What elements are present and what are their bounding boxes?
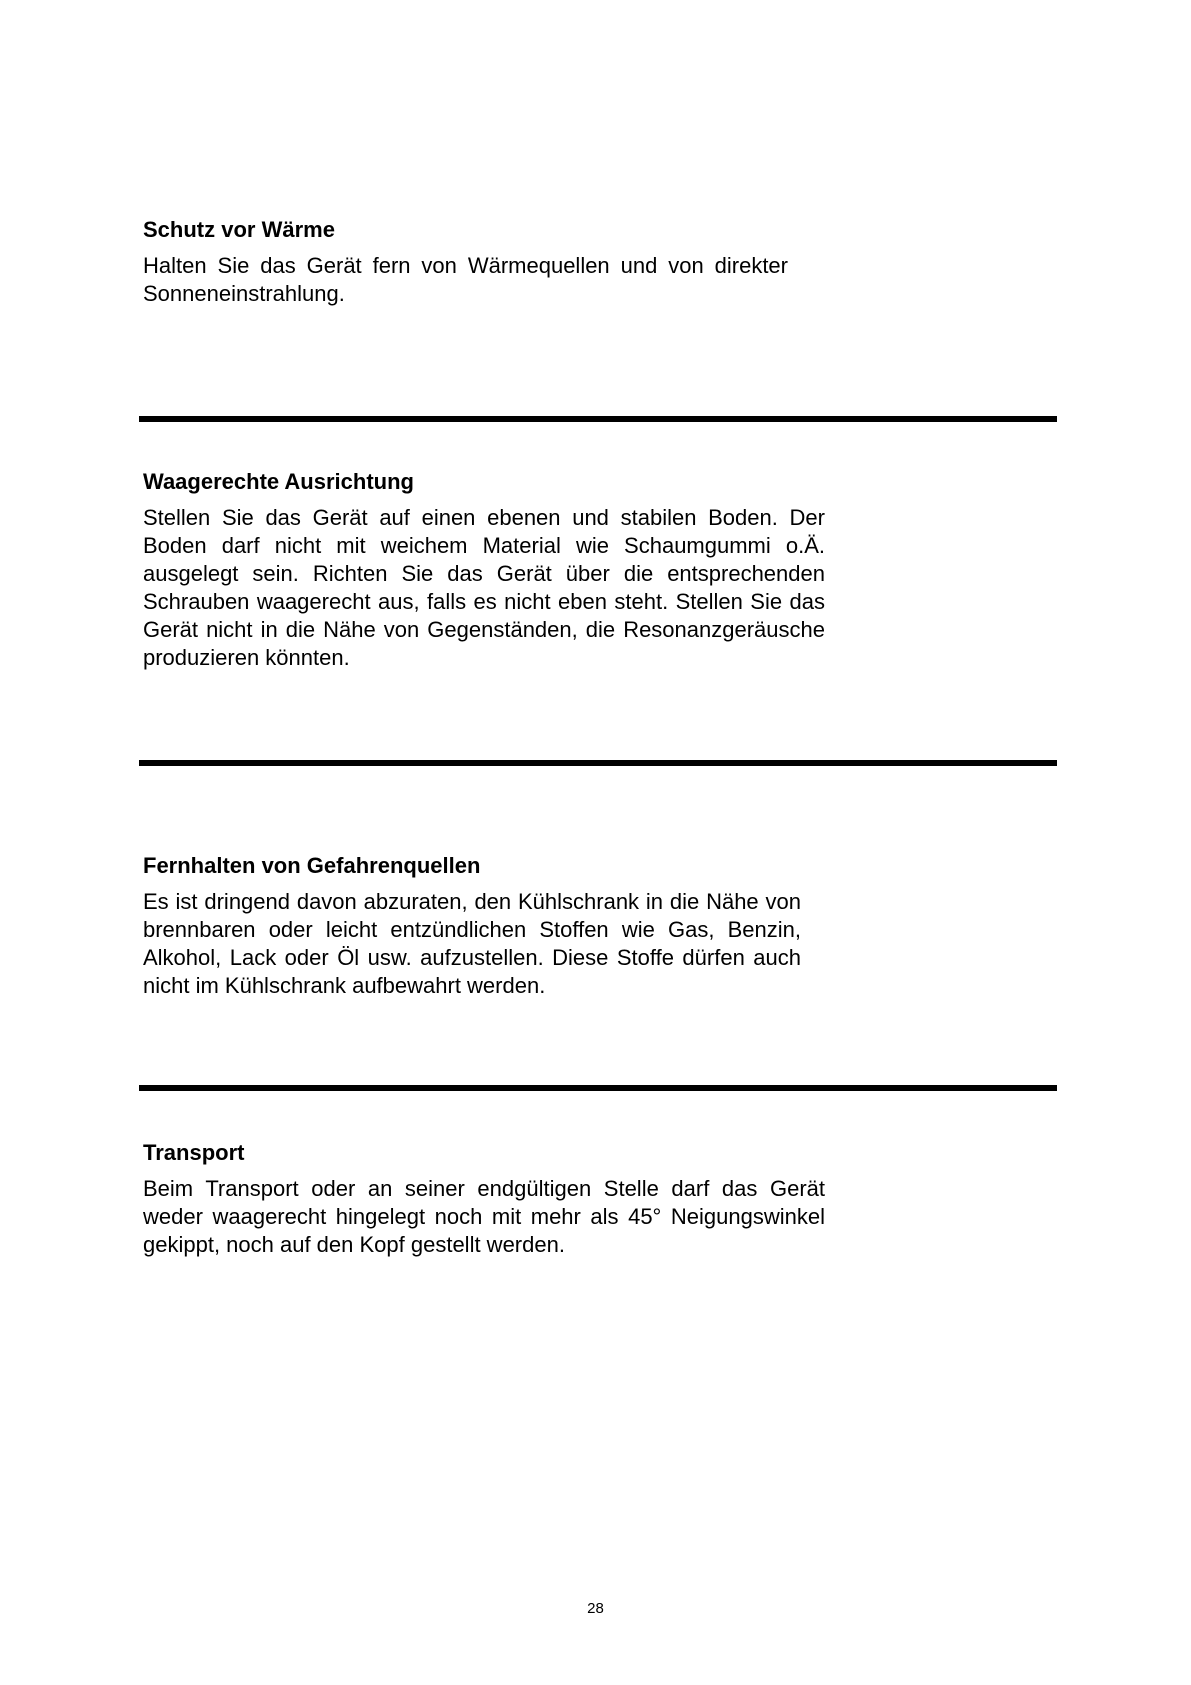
section-divider: [139, 760, 1057, 766]
section-divider: [139, 1085, 1057, 1091]
section-leveling: [143, 468, 825, 672]
section-body: Halten Sie das Gerät fern von Wärmequellen und von direkter Sonneneinstrahlung.: [143, 253, 788, 306]
section-divider: [139, 416, 1057, 422]
section-heat-protection: [143, 216, 825, 308]
section-transport: [143, 1139, 825, 1259]
section-heading: Schutz vor Wärme: [143, 217, 335, 242]
section-heading: Transport: [143, 1140, 245, 1165]
section-heading: Waagerechte Ausrichtung: [143, 469, 414, 494]
section-hazard-sources: [143, 852, 825, 1000]
section-body: Stellen Sie das Gerät auf einen ebenen und stabilen Boden. Der Boden darf nicht mit weichem Material wie Schaumgummi o.Ä. ausgelegt sein. Richten Sie das Gerät über die entsprechenden Schrauben waagerecht aus, falls es nicht eben steht. Stellen Sie das Gerät nicht in die Nähe von Gegenständen, die Resonanzgeräusche produzieren könnten.: [143, 505, 825, 670]
section-body: Es ist dringend davon abzuraten, den Kühlschrank in die Nähe von brennbaren oder leicht entzündlichen Stoffen wie Gas, Benzin, Alkohol, Lack oder Öl usw. aufzustellen. Diese Stoffe dürfen auch nicht im Kühlschrank aufbewahrt werden.: [143, 889, 801, 998]
section-body: Beim Transport oder an seiner endgültigen Stelle darf das Gerät weder waagerecht hingelegt noch mit mehr als 45° Neigungswinkel gekippt, noch auf den Kopf gestellt werden.: [143, 1176, 825, 1257]
page-number: 28: [587, 1600, 604, 1617]
section-heading: Fernhalten von Gefahrenquellen: [143, 853, 481, 878]
